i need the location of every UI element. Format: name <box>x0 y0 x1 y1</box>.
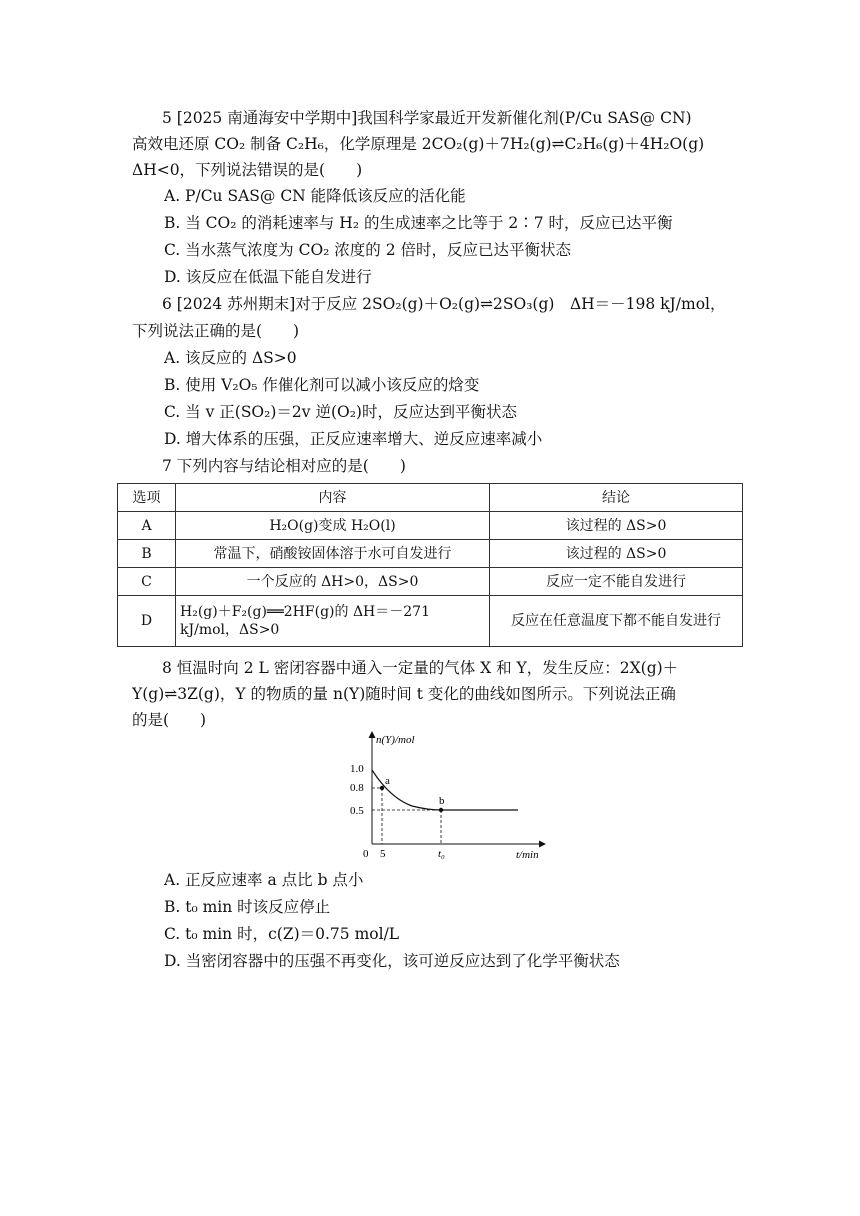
row-b-conclusion: 该过程的 ΔS>0 <box>490 540 743 568</box>
q8-stem-line2: Y(g)⇌3Z(g)，Y 的物质的量 n(Y)随时间 t 变化的曲线如图所示。下列说法正确 <box>132 685 676 703</box>
y-tick-0-8: 0.8 <box>350 782 364 794</box>
q6-option-c: C. 当 v 正(SO₂)＝2v 逆(O₂)时，反应达到平衡状态 <box>164 403 517 421</box>
q7-stem: 7 下列内容与结论相对应的是( ) <box>162 457 406 475</box>
y-axis-label: n(Y)/mol <box>376 734 415 746</box>
q6-option-a: A. 该反应的 ΔS>0 <box>164 349 297 367</box>
q5-option-b: B. 当 CO₂ 的消耗速率与 H₂ 的生成速率之比等于 2∶7 时，反应已达平衡 <box>164 214 673 232</box>
q8-option-a: A. 正反应速率 a 点比 b 点小 <box>164 871 364 889</box>
point-b-label: b <box>439 795 445 807</box>
table-row <box>118 512 743 540</box>
q5-stem-line2: 高效电还原 CO₂ 制备 C₂H₆，化学原理是 2CO₂(g)＋7H₂(g)⇌C₂H₆(g)＋4H₂O(g) <box>132 135 705 153</box>
row-c-conclusion: 反应一定不能自发进行 <box>490 568 743 596</box>
row-c-content: 一个反应的 ΔH>0，ΔS>0 <box>176 568 490 596</box>
row-b-option: B <box>118 540 176 568</box>
q8-stem-line1: 8 恒温时向 2 L 密闭容器中通入一定量的气体 X 和 Y，发生反应：2X(g)＋ <box>162 659 679 677</box>
header-option: 选项 <box>118 484 176 512</box>
x-tick-t0: t₀ <box>438 848 445 860</box>
ny-curve <box>372 770 518 810</box>
q6-stem-line2: 下列说法正确的是( ) <box>132 322 300 340</box>
table-header-row <box>118 484 743 512</box>
ny-time-graph <box>340 726 550 866</box>
table-row <box>118 568 743 596</box>
header-conclusion: 结论 <box>490 484 743 512</box>
row-d-option: D <box>118 596 176 647</box>
table-row <box>118 596 743 647</box>
x-tick-5: 5 <box>380 848 386 860</box>
q5-option-c: C. 当水蒸气浓度为 CO₂ 浓度的 2 倍时，反应已达平衡状态 <box>164 241 572 259</box>
point-a <box>380 786 384 790</box>
row-c-option: C <box>118 568 176 596</box>
header-content: 内容 <box>176 484 490 512</box>
point-b <box>439 808 443 812</box>
q5-stem-line3: ΔH<0，下列说法错误的是( ) <box>132 161 363 179</box>
y-tick-1-0: 1.0 <box>350 763 364 775</box>
q8-option-d: D. 当密闭容器中的压强不再变化，该可逆反应达到了化学平衡状态 <box>164 952 620 970</box>
table-row <box>118 540 743 568</box>
q6-option-b: B. 使用 V₂O₅ 作催化剂可以减小该反应的焓变 <box>164 376 480 394</box>
row-a-content: H₂O(g)变成 H₂O(l) <box>176 512 490 540</box>
q5-option-a: A. P/Cu SAS@ CN 能降低该反应的活化能 <box>164 187 466 205</box>
row-d-conclusion: 反应在任意温度下都不能自发进行 <box>490 596 743 647</box>
q7-table <box>117 483 743 647</box>
y-tick-0-5: 0.5 <box>350 805 364 817</box>
q8-option-c: C. t₀ min 时，c(Z)＝0.75 mol/L <box>164 925 400 943</box>
point-a-label: a <box>385 775 390 787</box>
row-d-content: H₂(g)＋F₂(g)══2HF(g)的 ΔH＝－271 kJ/mol，ΔS>0 <box>176 596 490 647</box>
x-axis-label: t/min <box>516 849 539 861</box>
q6-option-d: D. 增大体系的压强，正反应速率增大、逆反应速率减小 <box>164 430 543 448</box>
x-tick-0: 0 <box>363 848 369 860</box>
q8-option-b: B. t₀ min 时该反应停止 <box>164 898 331 916</box>
row-a-option: A <box>118 512 176 540</box>
q6-stem-line1: 6 [2024 苏州期末]对于反应 2SO₂(g)＋O₂(g)⇌2SO₃(g) ΔH＝－198 kJ/mol， <box>162 295 726 313</box>
row-a-conclusion: 该过程的 ΔS>0 <box>490 512 743 540</box>
row-b-content: 常温下，硝酸铵固体溶于水可自发进行 <box>176 540 490 568</box>
q5-option-d: D. 该反应在低温下能自发进行 <box>164 268 372 286</box>
q8-stem-line3: 的是( ) <box>132 711 207 729</box>
q5-stem-line1: 5 [2025 南通海安中学期中]我国科学家最近开发新催化剂(P/Cu SAS@ CN) <box>162 109 692 127</box>
